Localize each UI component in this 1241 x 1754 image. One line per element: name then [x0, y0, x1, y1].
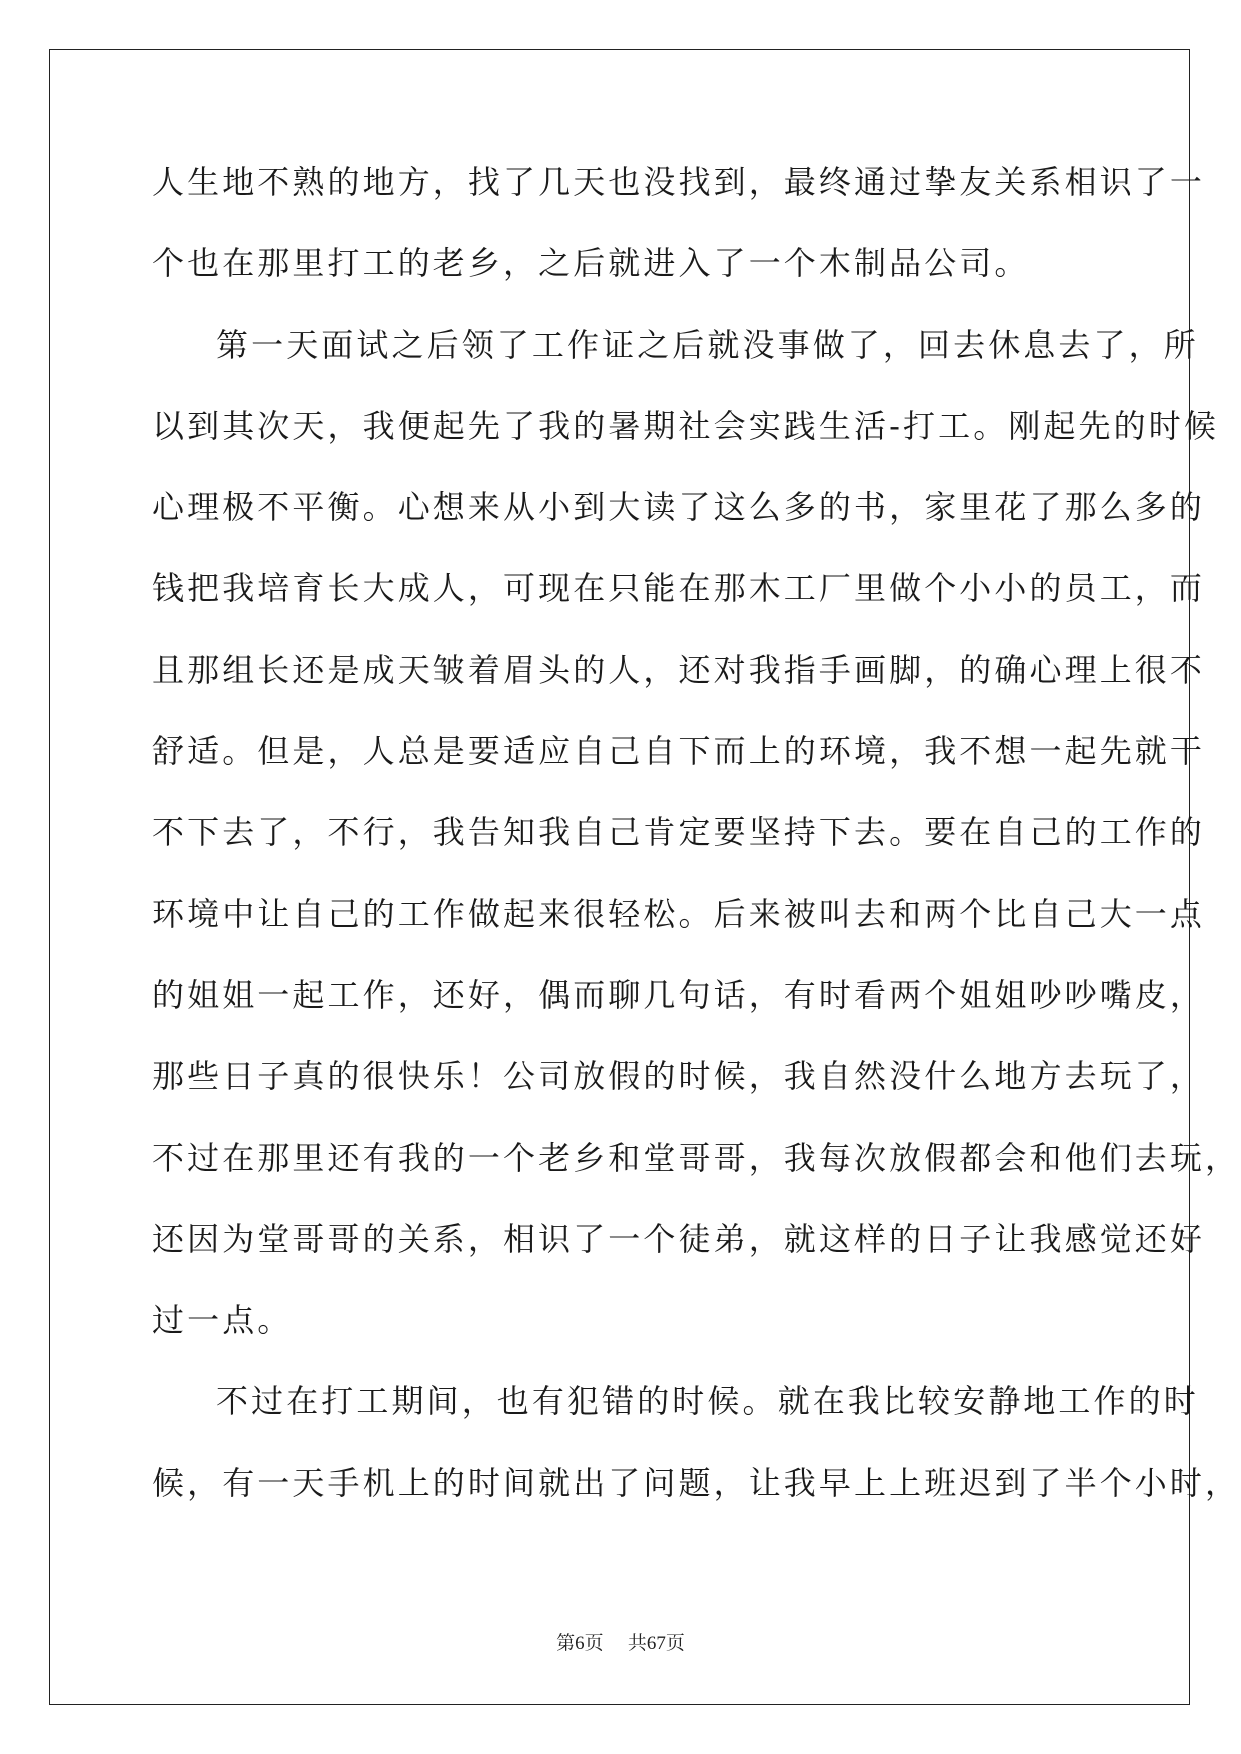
page-footer: [0, 1628, 1241, 1655]
paragraph-first-line: 不过在打工期间，也有犯错的时候。就在我比较安静地工作的时: [216, 1382, 1199, 1421]
text-line: 以到其次天，我便起先了我的暑期社会实践生活-打工。刚起先的时候: [152, 406, 1219, 445]
text-line: 不过在那里还有我的一个老乡和堂哥哥，我每次放假都会和他们去玩，: [152, 1138, 1241, 1177]
page-number: 6: [575, 1633, 585, 1654]
document-body: [152, 158, 1241, 1540]
total-suffix: 页: [665, 1632, 685, 1654]
text-line: 心理极不平衡。心想来从小到大读了这么多的书，家里花了那么多的: [152, 488, 1206, 527]
text-line: 那些日子真的很快乐！公司放假的时候，我自然没什么地方去玩了，: [152, 1057, 1206, 1096]
text-line: 的姐姐一起工作，还好，偶而聊几句话，有时看两个姐姐吵吵嘴皮，: [152, 975, 1206, 1014]
total-prefix: 共: [627, 1632, 647, 1654]
text-line: 过一点。: [152, 1301, 293, 1340]
text-line: 环境中让自己的工作做起来很轻松。后来被叫去和两个比自己大一点: [152, 894, 1206, 933]
page-prefix: 第: [556, 1632, 576, 1654]
text-line: 且那组长还是成天皱着眉头的人，还对我指手画脚，的确心理上很不: [152, 650, 1206, 689]
text-line: 还因为堂哥哥的关系，相识了一个徒弟，就这样的日子让我感觉还好: [152, 1219, 1206, 1258]
text-line: 舒适。但是，人总是要适应自己自下而上的环境，我不想一起先就干: [152, 732, 1206, 771]
text-line: 钱把我培育长大成人，可现在只能在那木工厂里做个小小的员工，而: [152, 569, 1206, 608]
total-pages: 67: [646, 1633, 666, 1654]
text-line: 不下去了，不行，我告知我自己肯定要坚持下去。要在自己的工作的: [152, 813, 1206, 852]
page-suffix: 页: [584, 1632, 604, 1654]
paragraph-first-line: 第一天面试之后领了工作证之后就没事做了，回去休息去了，所: [216, 325, 1199, 364]
text-line: 候，有一天手机上的时间就出了问题，让我早上上班迟到了半个小时，: [152, 1463, 1241, 1502]
text-line: 个也在那里打工的老乡，之后就进入了一个木制品公司。: [152, 244, 1030, 283]
text-line: 人生地不熟的地方，找了几天也没找到，最终通过挚友关系相识了一: [152, 163, 1206, 201]
